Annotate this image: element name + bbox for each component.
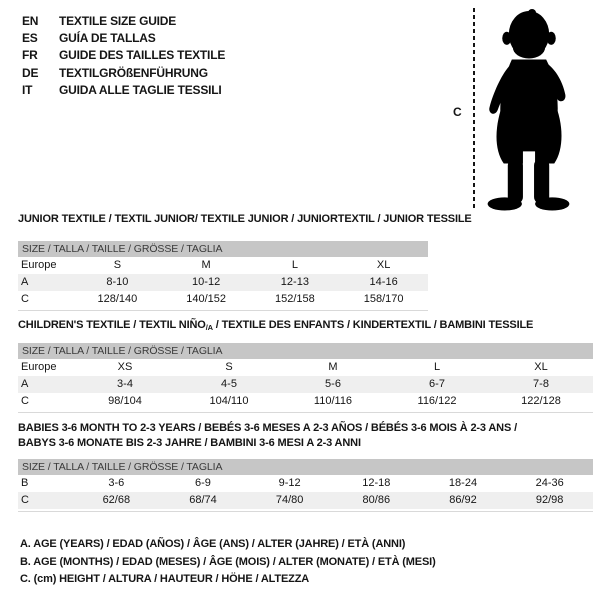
table-cell: XL (376, 259, 391, 271)
table-cell: 86/92 (449, 494, 477, 506)
table-cell: 12-13 (280, 276, 309, 288)
table-cell: 158/170 (363, 293, 404, 305)
children-section-title (18, 319, 533, 332)
table-cell: 152/158 (274, 293, 315, 305)
table-cell: M (328, 361, 338, 373)
table-row (18, 291, 428, 308)
table-cell: 116/122 (417, 395, 457, 407)
height-measure-line (473, 8, 475, 210)
table-row (18, 359, 593, 376)
babies-section-title (18, 421, 578, 450)
junior-section-title: JUNIOR TEXTILE / TEXTIL JUNIOR/ TEXTILE JUNIOR / JUNIORTEXTIL / JUNIOR TESSILE (18, 213, 472, 225)
language-code: DE (22, 65, 39, 80)
table-cell: 8-10 (106, 276, 129, 288)
table-row (18, 393, 593, 410)
language-code: EN (22, 13, 39, 28)
table-row (18, 274, 428, 291)
table-cell: 80/86 (362, 494, 391, 506)
babies-size-table (18, 459, 593, 512)
table-cell: XL (534, 361, 548, 373)
table-cell: S (113, 259, 122, 271)
language-row (22, 64, 225, 81)
size-header-bar (18, 343, 593, 359)
table-cell: 24-36 (535, 477, 564, 489)
table-row (18, 492, 593, 509)
note-a: A. AGE (YEARS) / EDAD (AÑOS) / ÂGE (ANS) / ALTER (JAHRE) / ETÀ (ANNI) (20, 538, 406, 550)
row-label: C (21, 395, 29, 407)
table-cell: 14-16 (369, 276, 398, 288)
table-cell: 128/140 (97, 293, 138, 305)
size-header-bar (18, 459, 593, 475)
row-label: Europe (21, 361, 57, 373)
table-cell: 6-7 (429, 378, 445, 390)
baby-silhouette-icon (485, 9, 573, 211)
language-title: TEXTILGRÖßENFÜHRUNG (59, 65, 208, 80)
babies-title-line2: BABYS 3-6 MONATE BIS 2-3 JAHRE / BAMBINI 3-6 MESI A 2-3 ANNI (18, 436, 361, 449)
note-c: C. (cm) HEIGHT / ALTURA / HAUTEUR / HÖHE / ALTEZZA (20, 573, 310, 585)
table-cell: 12-18 (362, 477, 391, 489)
table-row (18, 475, 593, 492)
table-cell: 6-9 (195, 477, 211, 489)
table-cell: 104/110 (209, 395, 249, 407)
table-cell: 140/152 (186, 293, 226, 305)
row-label: A (21, 276, 29, 288)
language-title: GUÍA DE TALLAS (59, 31, 156, 46)
babies-title-line1: BABIES 3-6 MONTH TO 2-3 YEARS / BEBÉS 3-6 MESES A 2-3 AÑOS / BÉBÉS 3-6 MOIS À 2-3 ANS / (18, 422, 517, 434)
row-label: B (21, 477, 29, 489)
language-row (22, 29, 225, 46)
table-cell: 110/116 (313, 395, 353, 407)
size-header-bar (18, 241, 428, 257)
children-title-post: / TEXTILE DES ENFANTS / KINDERTEXTIL / BAMBINI TESSILE (212, 319, 534, 331)
table-cell: 10-12 (192, 276, 221, 288)
table-cell: 7-8 (533, 378, 549, 390)
table-cell: 18-24 (448, 477, 478, 489)
table-cell: 3-4 (117, 378, 133, 390)
table-cell: S (225, 361, 233, 373)
size-header-label: SIZE / TALLA / TAILLE / GRÖSSE / TAGLIA (22, 345, 223, 357)
table-cell: 3-6 (108, 477, 125, 489)
language-row (22, 82, 225, 99)
table-cell: 98/104 (108, 395, 142, 407)
height-measure-label: C (453, 105, 462, 119)
size-header-label: SIZE / TALLA / TAILLE / GRÖSSE / TAGLIA (22, 243, 223, 255)
language-title-block (22, 12, 225, 99)
language-title: GUIDA ALLE TAGLIE TESSILI (59, 83, 222, 98)
children-size-table (18, 343, 593, 413)
table-cell: L (433, 361, 441, 373)
table-row (18, 376, 593, 393)
table-cell: 4-5 (221, 378, 237, 390)
table-cell: 122/128 (521, 395, 561, 407)
table-cell: 74/80 (275, 494, 304, 506)
table-cell: M (201, 259, 211, 271)
table-cell: 5-6 (325, 378, 341, 390)
table-row (18, 257, 428, 274)
junior-size-table (18, 241, 428, 311)
size-header-label: SIZE / TALLA / TAILLE / GRÖSSE / TAGLIA (22, 461, 223, 473)
language-code: FR (22, 48, 38, 63)
language-code: IT (22, 83, 33, 98)
table-cell: L (291, 259, 298, 271)
note-b: B. AGE (MONTHS) / EDAD (MESES) / ÂGE (MOIS) / ALTER (MONATE) / ETÀ (MESI) (20, 555, 436, 568)
table-cell: 68/74 (189, 494, 217, 506)
row-label: Europe (21, 259, 57, 271)
table-cell: XS (117, 361, 133, 373)
children-title-pre: CHILDREN'S TEXTILE / TEXTIL NIÑO (18, 319, 206, 331)
language-row (22, 47, 225, 64)
row-label: C (21, 293, 29, 305)
language-code: ES (22, 31, 38, 46)
language-row (22, 12, 225, 29)
table-cell: 62/68 (102, 494, 131, 506)
legend-notes (20, 536, 436, 589)
language-title: TEXTILE SIZE GUIDE (59, 13, 177, 28)
row-label: C (21, 494, 29, 506)
children-title-subscript: /A (205, 323, 213, 332)
language-title: GUIDE DES TAILLES TEXTILE (59, 48, 226, 63)
table-cell: 9-12 (278, 477, 301, 489)
table-cell: 92/98 (535, 494, 564, 506)
row-label: A (21, 378, 29, 390)
